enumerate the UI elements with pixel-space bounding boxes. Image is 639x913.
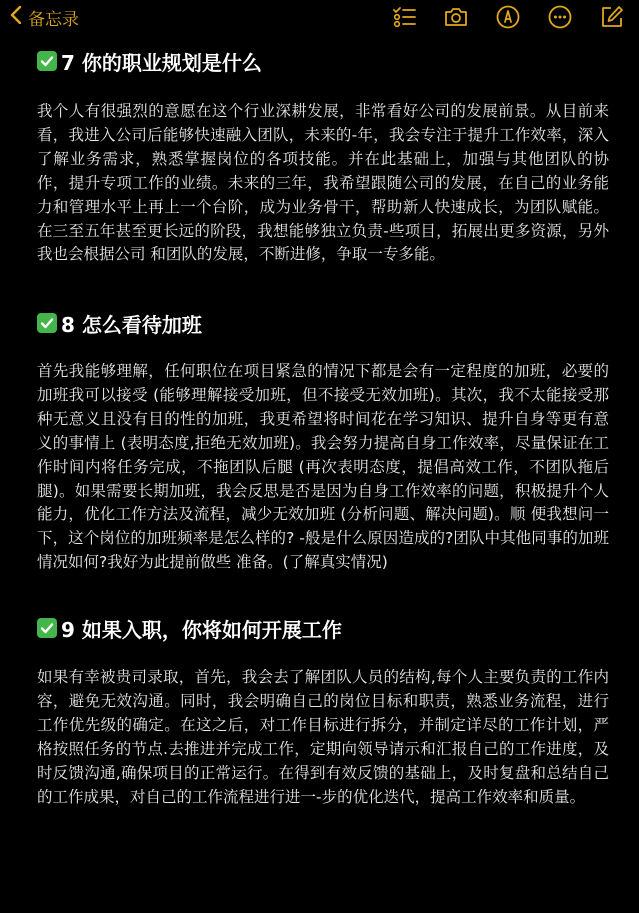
check-mark-icon — [37, 313, 57, 333]
section-paragraph: 首先我能够理解，任何职位在项目紧急的情况下都是会有一定程度的加班，必要的加班我可以接受 (能够理解接受加班，但不接受无效加班)。其次，我不太能接受那种无意义且没有目的性的加班，我更希望将时间花在学习知识、提升自身等更有意义的事情上 (表明态度,拒绝无效加班)。我会努力提高自身工作效率，尽量保证在工作时间内将任务完成，不拖团队后腿 (再次表明态度，提倡高效工作，不团队拖后腿)。如果需要长期加班，我会反思是否是因为自身工作效率的问题，积极提升个人能力，优化工作方法及流程，减少无效加班 (分析问题、解决问题)。顺 便我想问一下，这个岗位的加班频率是怎么样的? -般是什么原因造成的?团队中其他同事的加班情况如何?我好为此提前做些 准备。(了解真实情况) — [37, 362, 609, 572]
camera-icon[interactable] — [443, 4, 469, 30]
section-title-text: 7 你的职业规划是什么 — [61, 50, 262, 75]
section-paragraph: 如果有幸被贵司录取，首先，我会去了解团队人员的结构,每个人主要负责的工作内容，避免无效沟通。同时，我会明确自己的岗位目标和职责，熟悉业务流程，进行工作优先级的确定。在这之后，对工作目标进行拆分，并制定详尽的工作计划，严格按照任务的节点.去推进并完成工作，定期向领导请示和汇报自己的工作进度，及时反馈沟通,确保项目的正常运行。在得到有效反馈的基础上，及时复盘和总结自己的工作成果，对自己的工作流程进行进一-步的优化迭代，提高工作效率和质量。 — [37, 668, 609, 806]
section-title-text: 9 如果入职，你将如何开展工作 — [61, 617, 342, 642]
markup-icon[interactable] — [495, 4, 521, 30]
chevron-left-icon — [10, 6, 22, 28]
checklist-icon[interactable] — [391, 4, 417, 30]
toolbar — [0, 0, 639, 34]
compose-icon[interactable] — [599, 4, 625, 30]
check-mark-icon — [37, 618, 57, 638]
check-mark-icon — [37, 51, 57, 71]
section-title — [37, 611, 342, 645]
section-paragraph: 我个人有很强烈的意愿在这个行业深耕发展，非常看好公司的发展前景。从目前来看，我进入公司后能够快速融入团队，未来的-年，我会专注于提升工作效率，深入了解业务需求，熟悉掌握岗位的各项技能。并在此基础上，加强与其他团队的协作，提升专项工作的业绩。未来的三年，我希望跟随公司的发展，在自己的业务能力和管理水平上再上一个台阶，成为业务骨干，帮助新人快速成长，为团队赋能。在三至五年甚至更长远的阶段，我想能够独立负责-些项目，拓展出更多资源，另外我也会根据公司 和团队的发展，不断进修，争取一专多能。 — [37, 102, 609, 264]
section-title — [37, 306, 202, 340]
back-label: 备忘录 — [28, 9, 79, 30]
section-title-text: 8 怎么看待加班 — [61, 312, 202, 337]
section-title — [37, 44, 262, 78]
more-icon[interactable] — [547, 4, 573, 30]
back-button[interactable] — [10, 6, 79, 28]
